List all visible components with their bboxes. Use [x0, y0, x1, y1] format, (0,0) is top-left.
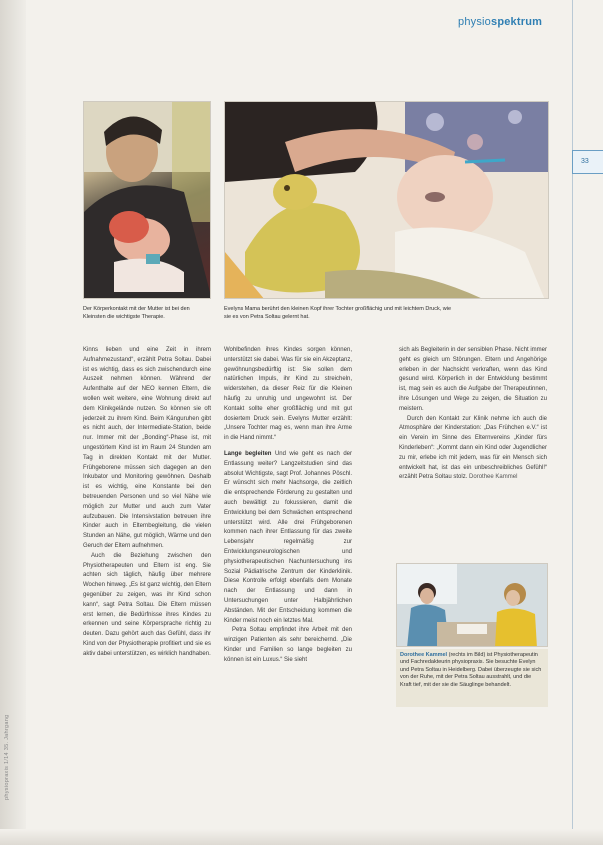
article-column-3	[399, 346, 547, 536]
margin-rule	[572, 0, 573, 845]
brand-suffix: spektrum	[491, 16, 543, 28]
article-column-1	[83, 346, 211, 826]
author-info-box	[396, 649, 548, 707]
magazine-brand	[458, 16, 542, 28]
photo-baby-touch	[224, 101, 549, 299]
author-signature: Dorothee Kammel	[469, 474, 518, 481]
baby-touch-illustration	[225, 102, 549, 299]
column1-paragraph: Auch die Beziehung zwischen den Physiotherapeuten und Eltern ist eng. Sie achten sich täglich, häufig über mehrere Wochen hinweg. „Es ist ganz wichtig, den Eltern gegenüber zu zeigen, was ihr Kind schon kann“, sagt Petra Soltau. Die Eltern müssen erst lernen, die Bedürfnisse ihres Kindes zu erkennen und seine Körpersprache richtig zu deuten. Dazu gehört auch das Gefühl, dass ihr Kind von der Physiotherapie profitiert und sie es aktiv dabei unterstützen, es wirklich handhaben.	[83, 552, 211, 657]
article-column-2	[224, 346, 352, 826]
mother-baby-illustration	[84, 102, 211, 299]
author-name: Dorothee Kammel	[400, 652, 448, 658]
page-number-tab	[572, 150, 603, 174]
page-bottom-shadow	[0, 829, 603, 845]
column3-paragraph: Durch den Kontakt zur Klinik nehme ich auch die Atmosphäre der Kinderstation: „Das Frühchen e.V.“ ist ein Verein im Sinne des Elternvereins „Kinder fürs Kinderleben“: „Kommt dann ein Kind oder Jugendlicher zu mir, erlebe ich mit jedem, was für ein Mensch sich entwickelt hat, ist das ein unbeschreibliches Gefühl!“ erzählt Petra Soltau stolz. Dorothee Kammel	[399, 415, 547, 481]
caption-photo-1: Der Körperkontakt mit der Mutter ist bei den Kleinsten die wichtigste Therapie.	[83, 306, 190, 320]
column2-paragraph: Und wie geht es nach der Entlassung weiter? Langzeitstudien sind das absolut Wichtigste, sagt Prof. Johannes Pöschl. Er wünscht sich mehr Nachsorge, die zeitlich die entsprechende Förderung zu gestalten und auch bewältigt zu fokussieren, damit die Entwicklung bei dem Schwächen entsprechend unterstützt wird. Alle drei Frühgeborenen kommen nach ihrer Entlassung für das zweite Lebensjahr regelmäßig zur Entwicklungsneurologischen und physiotherapeutischen Nachuntersuchung ins Sozial Pädiatrische Zentrum der Kinderklinik. Diese Kontrolle erfolgt ebenfalls dem Monate nach der Entlassung und dann in Untersuchungen unter Halbjährlichen Abständen. Mit der Entscheidung kommen die Kinder meist noch ein letztes Mal.	[224, 450, 352, 624]
subheading-lange-begleiten: Lange begleiten	[224, 450, 272, 457]
spine-footer: physiopraxis 1/14 35. Jahrgang	[4, 714, 10, 800]
page-number: 33	[581, 158, 589, 165]
column2-paragraph: Petra Soltau empfindet ihre Arbeit mit den winzigen Patienten als sehr bereichernd. „Die Kinder und Familien so lange begleiten zu können ist ein Luxus.“ Sie sieht	[224, 627, 352, 663]
author-info-text: (rechts im Bild) ist Physiotherapeutin und Fachredakteurin physiopraxis. Sie besuchte Evelyn und Petra Soltau in Heidelberg. Dabei überzeugte sie sich von der Ruhe, mit der Petra Soltau ausstrahlt, und die Kraft tief, mit der sie die Säuglinge behandelt.	[400, 652, 542, 688]
column2-intro: Wohlbefinden ihres Kindes sorgen können, unterstützt sie dabei. Was für sie ein Akzeptanz, gewöhnungsbedürftig ist: Sie sollen dem natürlichen Impuls, ihr Kind zu streicheln, widerstehen, da dieser Reiz für die Kleinen häufig zu unruhig und ungewohnt ist. Der Kontakt sollte eher großflächig und mit gut dosiertem Druck sein. Evelyns Mutter erzählt: „Unsere Tochter mag es, wenn man ihre Arme in die Hand nimmt.“	[224, 347, 352, 442]
photo-author-therapist	[396, 563, 548, 647]
caption-photo-2: Evelyns Mama berührt den kleinen Kopf ihrer Tochter großflächig und mit leichtem Druck, wie sie es von Petra Soltau gelernt hat.	[224, 306, 452, 320]
author-therapist-illustration	[397, 564, 548, 647]
photo-mother-baby	[83, 101, 211, 299]
column1-paragraph: Kinns lieben und eine Zeit in ihrem Aufnahmezustand“, erzählt Petra Soltau. Dabei ist es wichtig, dass es sich zwischendurch eine Auszeit nehmen können. Während der Aufenthalte auf der NEO kennen Eltern, die wollen weit weitere, eine Wohnung direkt auf dem Klinikgelände nutzen. So können sie oft jederzeit zu ihrem Kind. Beim Känguruhen gibt es nicht auch, der Intermediate-Station, beide nur. Immer mit der „Bonding“-Phase ist, mit ungestörtem Kind ist im Raum 24 Stunden am Tag in direkten Kontakt mit der Mutter. Frühgeborene müssen sich dagegen an den Inkubator und Monitoring gewöhnen. Deshalb ist es wichtig, eine Konstante bei den betreuenden Personen und so viel Nähe wie möglich zur Mutter und auch zum Vater aufzubauen. Die Intensivstation betreuen ihre Kinder auch in Elternbegleitung, die vielen Stunden an Nähe, gut möglich, Wärme und den Geruch der Eltern aufnehmen.	[83, 347, 211, 549]
brand-prefix: physio	[458, 16, 491, 28]
column3-paragraph: sich als Begleiterin in der sensiblen Phase. Nicht immer geht es gleich um Störungen. Eltern und Angehörige erleben in der Nachsicht verkraften, wenn das Kind gesund wird. Körperlich in der Entwicklung bestimmt ist, mag sein es auch die Aufgabe der Therapeutinnen, ihre Lösungen und Wege zu zeigen, die Situation zu meistern.	[399, 347, 547, 412]
